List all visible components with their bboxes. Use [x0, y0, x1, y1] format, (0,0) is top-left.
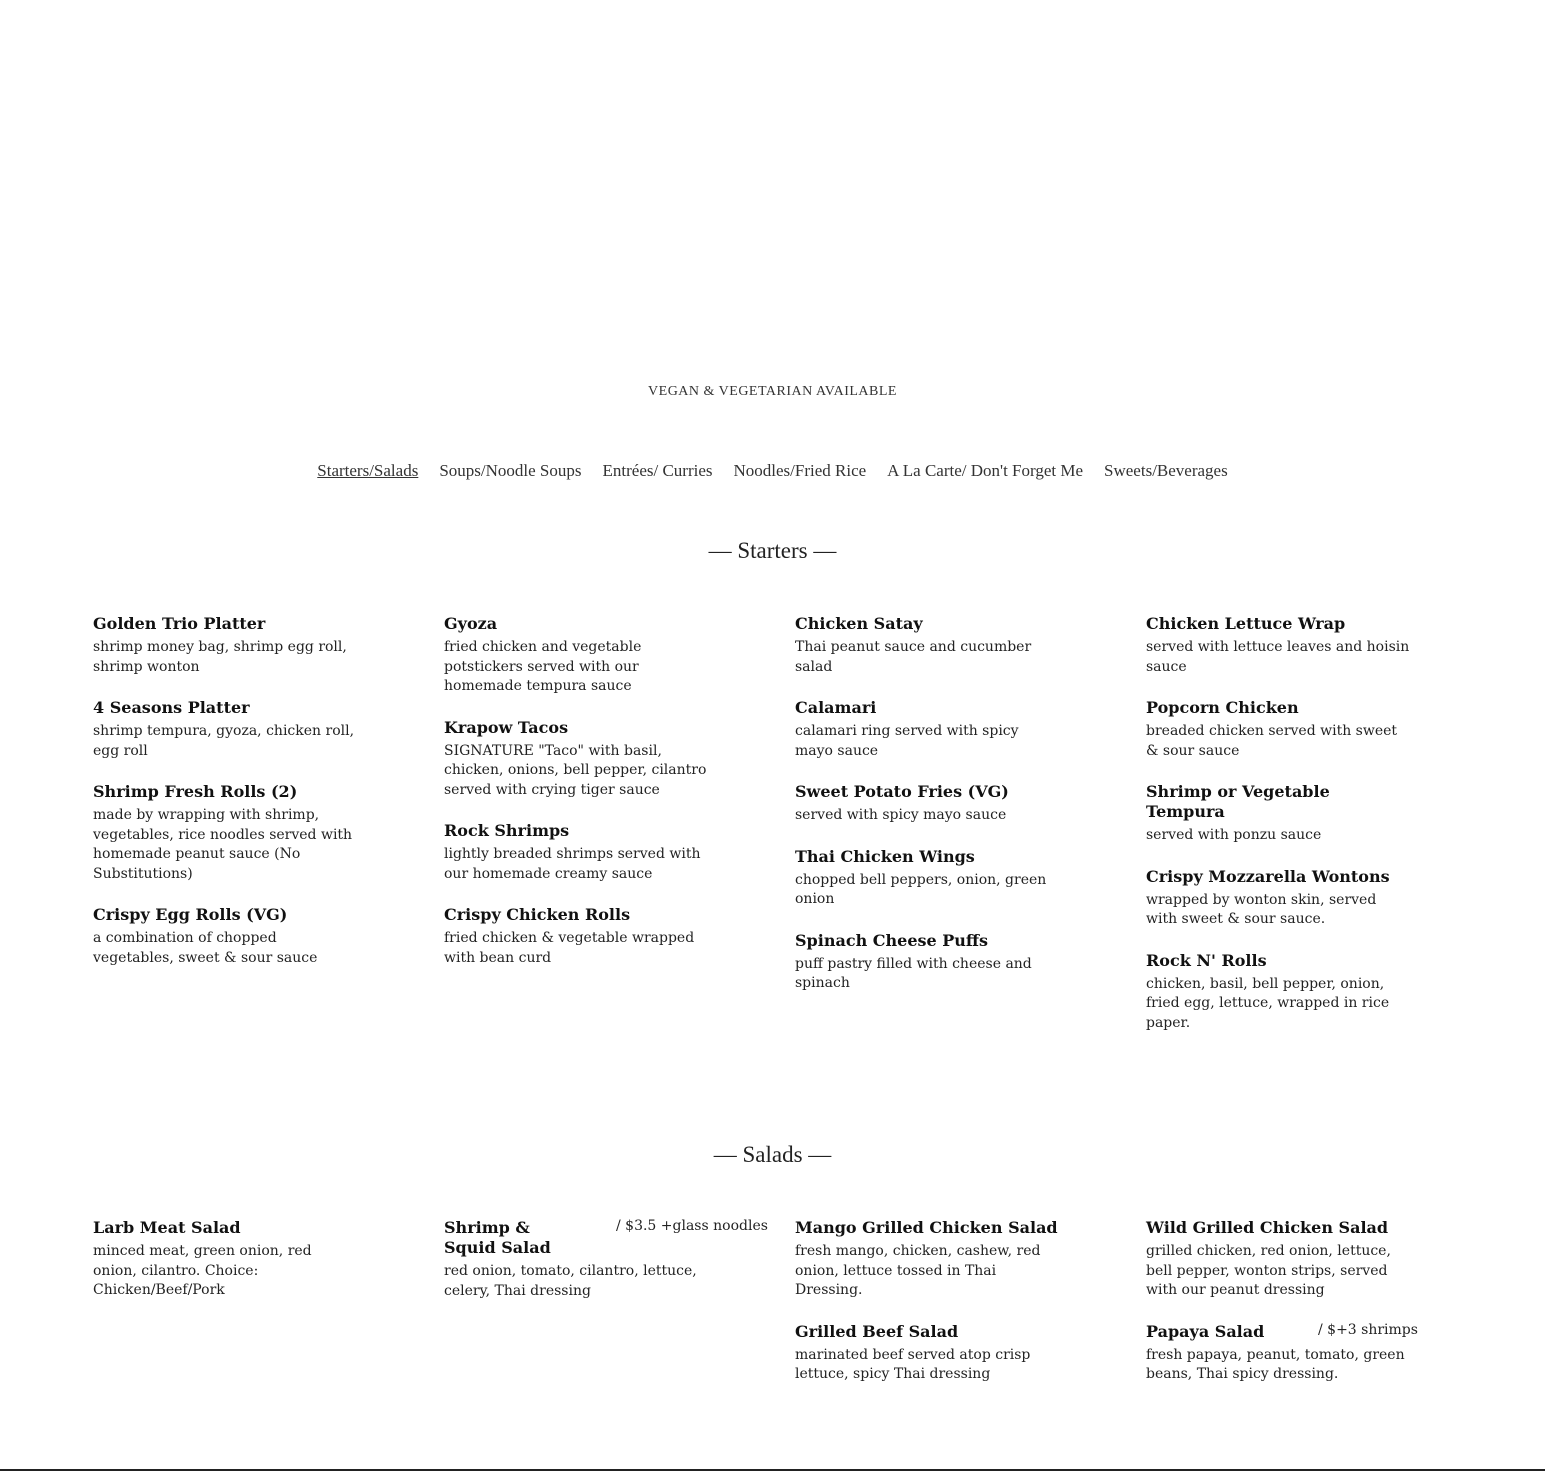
item-addon-price: / $+3 shrimps	[1318, 1321, 1418, 1338]
starter-menu-item	[795, 614, 1060, 677]
item-description: chicken, basil, bell pepper, onion, fried egg, lettuce, wrapped in rice paper.	[1146, 975, 1390, 1031]
starter-menu-item	[444, 905, 709, 968]
starter-menu-item	[444, 821, 709, 884]
item-name: Sweet Potato Fries (VG)	[795, 782, 1009, 801]
starter-menu-item	[93, 698, 358, 761]
item-description: lightly breaded shrimps served with our homemade creamy sauce	[444, 846, 701, 882]
salad-menu-item	[795, 1218, 1060, 1301]
item-description: fresh mango, chicken, cashew, red onion, lettuce tossed in Thai Dressing.	[795, 1243, 1041, 1298]
item-description: puff pastry filled with cheese and spinach	[795, 955, 1032, 991]
starter-column	[93, 614, 358, 989]
item-description: wrapped by wonton skin, served with sweet & sour sauce.	[1146, 891, 1377, 927]
item-name: Popcorn Chicken	[1146, 698, 1299, 717]
item-name: Crispy Chicken Rolls	[444, 905, 631, 924]
starter-column	[795, 614, 1060, 1015]
starter-menu-item	[1146, 951, 1411, 1034]
item-name: Gyoza	[444, 614, 498, 633]
item-description: a combination of chopped vegetables, sweet & sour sauce	[93, 930, 318, 966]
item-description: SIGNATURE "Taco" with basil, chicken, onions, bell pepper, cilantro served with crying tiger sauce	[444, 742, 707, 798]
item-name: Spinach Cheese Puffs	[795, 930, 989, 950]
item-description: grilled chicken, red onion, lettuce, bell pepper, wonton strips, served with our peanut dressing	[1146, 1243, 1391, 1298]
nav-sweets-beverages[interactable]: Sweets/Beverages	[1104, 461, 1228, 480]
salad-menu-item	[1146, 1321, 1418, 1385]
item-name: Chicken Lettuce Wrap	[1146, 614, 1346, 633]
nav-entrees-curries[interactable]: Entrées/ Curries	[602, 461, 713, 480]
item-name: Golden Trio Platter	[93, 614, 266, 633]
item-description: calamari ring served with spicy mayo sauce	[795, 723, 1019, 759]
item-name: Crispy Egg Rolls (VG)	[93, 905, 288, 924]
item-addon-price: / $3.5 +glass noodles	[616, 1218, 768, 1234]
item-description: shrimp money bag, shrimp egg roll, shrimp wonton	[93, 639, 347, 675]
item-description: served with spicy mayo sauce	[795, 807, 1007, 823]
salads-heading: — Salads —	[713, 1142, 832, 1167]
item-name: Thai Chicken Wings	[795, 846, 975, 866]
starter-column	[444, 614, 709, 989]
item-description: breaded chicken served with sweet & sour sauce	[1146, 723, 1398, 759]
starter-menu-item	[1146, 698, 1411, 761]
item-description: marinated beef served atop crisp lettuce, spicy Thai dressing	[795, 1346, 1031, 1382]
salad-menu-item	[795, 1322, 1060, 1385]
starter-menu-item	[1146, 614, 1411, 677]
item-description: served with ponzu sauce	[1146, 827, 1322, 843]
item-name: Shrimp Fresh Rolls (2)	[93, 782, 298, 801]
starter-column	[1146, 614, 1411, 1054]
starter-menu-item	[444, 718, 709, 801]
menu-category-nav	[0, 461, 1545, 481]
salad-menu-item	[93, 1218, 358, 1301]
item-description: chopped bell peppers, onion, green onion	[795, 871, 1047, 907]
item-name: Mango Grilled Chicken Salad	[795, 1218, 1058, 1237]
salad-column	[444, 1218, 768, 1322]
starter-menu-item	[93, 905, 358, 968]
starter-menu-item	[1146, 782, 1411, 846]
item-description: minced meat, green onion, red onion, cilantro. Choice: Chicken/Beef/Pork	[93, 1243, 312, 1298]
salad-column	[795, 1218, 1060, 1406]
nav-soups-noodle-soups[interactable]: Soups/Noodle Soups	[439, 461, 582, 480]
item-name: Larb Meat Salad	[93, 1218, 241, 1237]
starter-menu-item	[795, 782, 1060, 826]
vegan-notice: VEGAN & VEGETARIAN AVAILABLE	[648, 384, 897, 399]
salad-column	[1146, 1218, 1418, 1406]
item-description: Thai peanut sauce and cucumber salad	[795, 639, 1032, 675]
item-description: fried chicken & vegetable wrapped with bean curd	[444, 930, 695, 966]
starter-menu-item	[795, 847, 1060, 910]
salad-menu-item	[1146, 1218, 1411, 1301]
item-description: made by wrapping with shrimp, vegetables, rice noodles served with homemade peanut sauce (No Substitutions)	[93, 807, 353, 882]
salad-menu-item	[444, 1218, 768, 1301]
starter-menu-item	[795, 931, 1060, 994]
item-name: Papaya Salad	[1146, 1321, 1265, 1341]
item-name: 4 Seasons Platter	[93, 698, 250, 717]
nav-noodles-fried-rice[interactable]: Noodles/Fried Rice	[733, 461, 867, 480]
item-name: Shrimp & Squid Salad	[444, 1218, 551, 1257]
item-name: Calamari	[795, 698, 877, 717]
item-name: Rock N' Rolls	[1146, 950, 1267, 970]
starter-menu-item	[795, 698, 1060, 761]
item-description: fresh papaya, peanut, tomato, green beans, Thai spicy dressing.	[1146, 1346, 1405, 1382]
starter-menu-item	[444, 614, 709, 697]
item-name: Grilled Beef Salad	[795, 1321, 959, 1341]
item-name: Shrimp or Vegetable Tempura	[1146, 782, 1330, 821]
item-name: Wild Grilled Chicken Salad	[1146, 1218, 1389, 1237]
nav-starters-salads[interactable]: Starters/Salads	[317, 461, 419, 480]
item-description: red onion, tomato, cilantro, lettuce, celery, Thai dressing	[444, 1263, 697, 1299]
starter-menu-item	[1146, 867, 1411, 930]
salad-column	[93, 1218, 358, 1322]
item-name: Crispy Mozzarella Wontons	[1146, 866, 1390, 886]
starters-heading: — Starters —	[708, 538, 837, 563]
starter-menu-item	[93, 782, 358, 884]
item-description: served with lettuce leaves and hoisin sauce	[1146, 639, 1410, 675]
item-description: fried chicken and vegetable potstickers served with our homemade tempura sauce	[444, 639, 642, 694]
item-name: Krapow Tacos	[444, 717, 569, 737]
item-name: Chicken Satay	[795, 614, 923, 633]
nav-a-la-carte[interactable]: A La Carte/ Don't Forget Me	[887, 461, 1084, 480]
starter-menu-item	[93, 614, 358, 677]
item-name: Rock Shrimps	[444, 821, 570, 840]
item-description: shrimp tempura, gyoza, chicken roll, egg roll	[93, 723, 355, 759]
